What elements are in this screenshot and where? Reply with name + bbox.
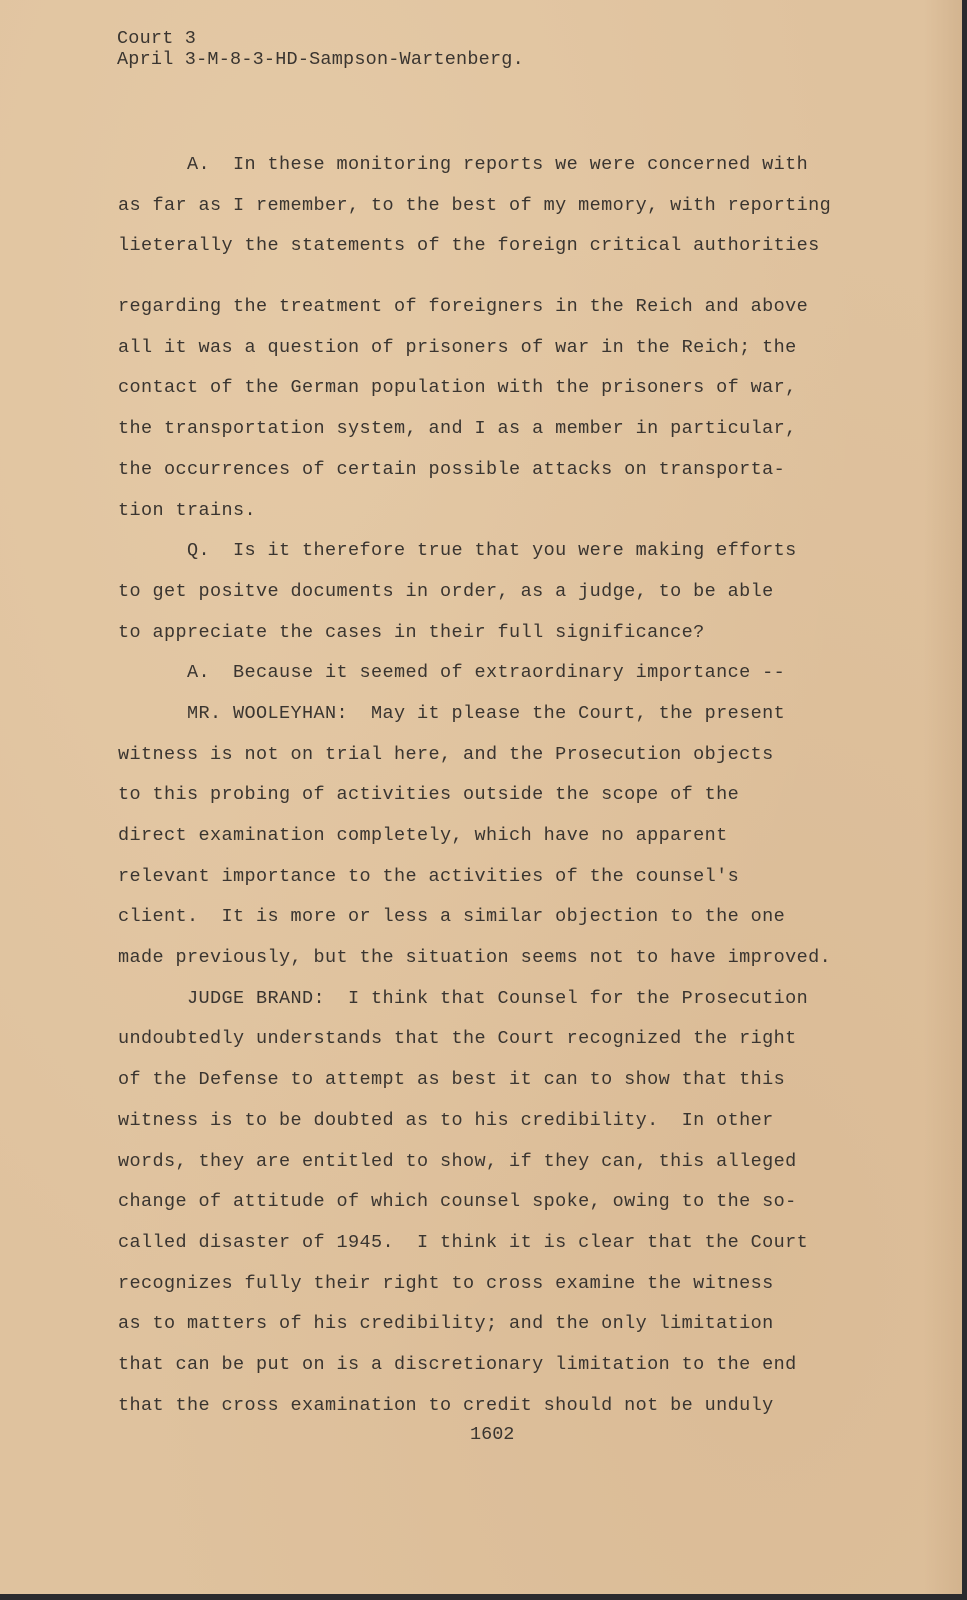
transcript-line: tion trains. bbox=[118, 499, 257, 521]
transcript-line: change of attitude of which counsel spoke, owing to the so- bbox=[118, 1191, 797, 1213]
transcript-line: as to matters of his credibility; and the only limitation bbox=[118, 1313, 774, 1335]
transcript-line: made previously, but the situation seems not to have improved. bbox=[118, 947, 832, 969]
transcript-line: all it was a question of prisoners of war in the Reich; the bbox=[118, 336, 797, 358]
transcript-line: A. In these monitoring reports we were concerned with bbox=[118, 154, 809, 175]
transcript-line: recognizes fully their right to cross examine the witness bbox=[118, 1272, 774, 1294]
transcript-line: to this probing of activities outside the scope of the bbox=[118, 784, 740, 806]
transcript-line: undoubtedly understands that the Court recognized the right bbox=[118, 1028, 797, 1050]
transcript-line: lieterally the statements of the foreign critical authorities bbox=[118, 235, 820, 257]
transcript-line: client. It is more or less a similar objection to the one bbox=[118, 906, 786, 928]
transcript-line: regarding the treatment of foreigners in the Reich and above bbox=[118, 296, 809, 318]
transcript-line: witness is to be doubted as to his credibility. In other bbox=[118, 1109, 774, 1131]
transcript-line: MR. WOOLEYHAN: May it please the Court, the present bbox=[118, 702, 786, 724]
page-header bbox=[117, 28, 524, 70]
session-reference: April 3-M-8-3-HD-Sampson-Wartenberg. bbox=[117, 49, 524, 70]
transcript-line: called disaster of 1945. I think it is clear that the Court bbox=[118, 1231, 809, 1253]
transcript-line: the transportation system, and I as a member in particular, bbox=[118, 418, 797, 440]
transcript-line: as far as I remember, to the best of my memory, with reporting bbox=[118, 194, 832, 216]
transcript-line: to appreciate the cases in their full significance? bbox=[118, 621, 705, 643]
transcript-line: relevant importance to the activities of the counsel's bbox=[118, 865, 740, 887]
transcript-line: of the Defense to attempt as best it can to show that this bbox=[118, 1069, 786, 1091]
transcript-line: the occurrences of certain possible attacks on transporta- bbox=[118, 458, 786, 480]
transcript-line: that can be put on is a discretionary limitation to the end bbox=[118, 1353, 797, 1375]
transcript-line: Q. Is it therefore true that you were making efforts bbox=[118, 540, 797, 562]
transcript-line: witness is not on trial here, and the Prosecution objects bbox=[118, 743, 774, 765]
transcript-line: contact of the German population with the prisoners of war, bbox=[118, 377, 797, 399]
transcript-line: that the cross examination to credit should not be unduly bbox=[118, 1394, 774, 1416]
transcript-line: to get positve documents in order, as a judge, to be able bbox=[118, 580, 774, 602]
transcript-body bbox=[118, 145, 918, 1426]
court-label: Court 3 bbox=[117, 28, 197, 49]
page-number: 1602 bbox=[470, 1424, 515, 1445]
transcript-line: A. Because it seemed of extraordinary importance -- bbox=[118, 662, 786, 684]
line-gap bbox=[118, 267, 918, 287]
transcript-line: JUDGE BRAND: I think that Counsel for the Prosecution bbox=[118, 987, 809, 1009]
transcript-line: direct examination completely, which have no apparent bbox=[118, 825, 728, 846]
transcript-line: words, they are entitled to show, if they can, this alleged bbox=[118, 1150, 797, 1172]
